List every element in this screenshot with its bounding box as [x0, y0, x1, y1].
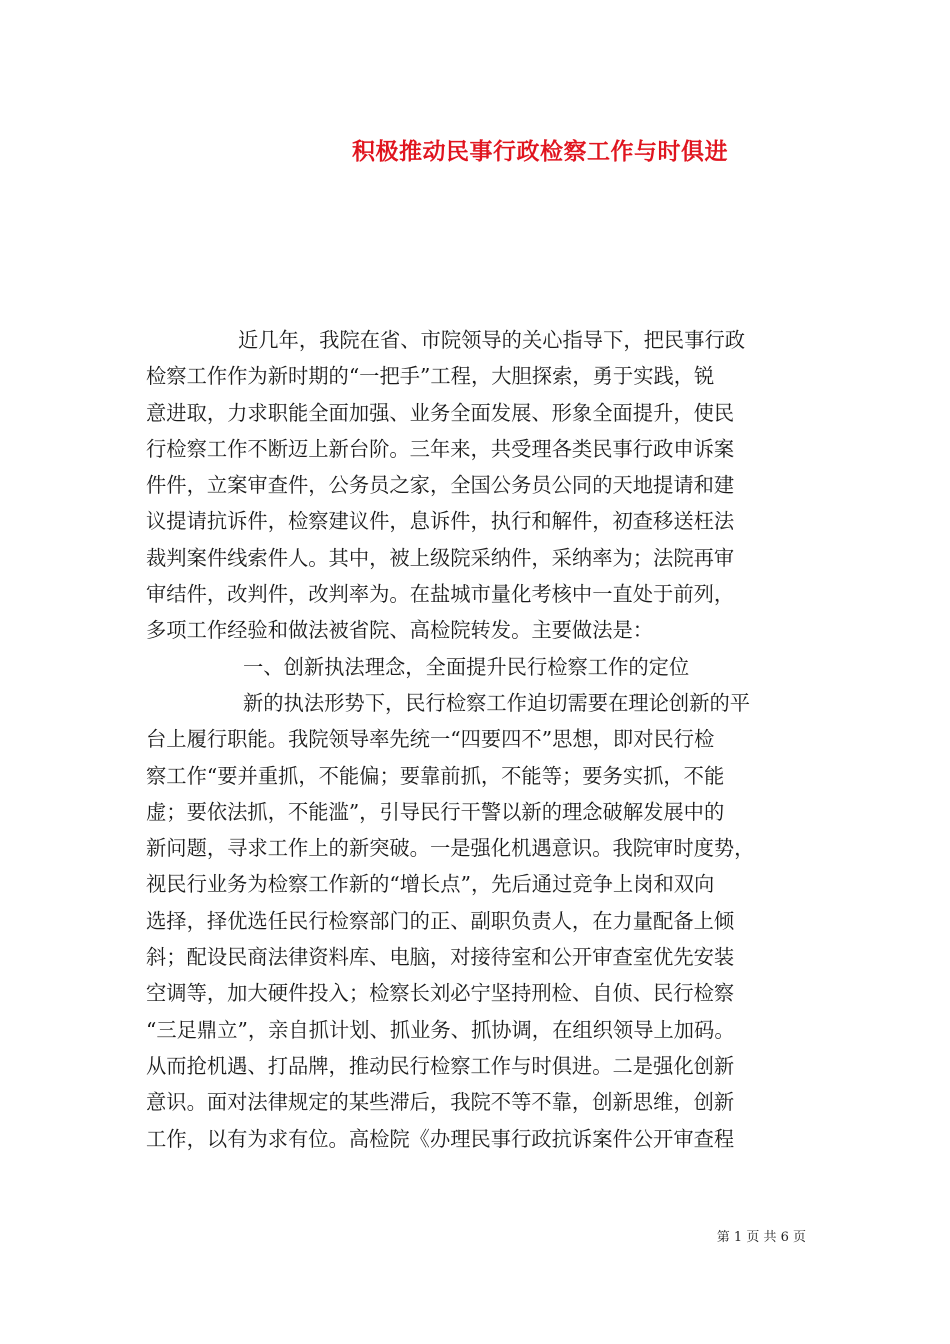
paragraph-line: 工作，以有为求有位。高检院《办理民事行政抗诉案件公开审查程: [146, 1126, 735, 1151]
paragraph-line: 台上履行职能。我院领导率先统一“四要四不”思想，即对民行检: [146, 727, 715, 752]
paragraph-line: 意进取，力求职能全面加强、业务全面发展、形象全面提升，使民: [146, 400, 735, 425]
paragraph-line: 从而抢机遇、打品牌，推动民行检察工作与时俱进。二是强化创新: [146, 1053, 735, 1078]
paragraph-line: 斜；配设民商法律资料库、电脑，对接待室和公开审查室优先安装: [146, 945, 735, 970]
paragraph-line: 察工作“要并重抓，不能偏；要靠前抓，不能等；要务实抓，不能: [146, 763, 725, 788]
page-number: 第 1 页 共 6 页: [716, 1230, 806, 1245]
paragraph-line: 件件，立案审查件，公务员之家，全国公务员公同的天地提请和建: [146, 473, 735, 498]
paragraph-line: 近几年，我院在省、市院领导的关心指导下，把民事行政: [238, 328, 746, 352]
paragraph-line: 检察工作作为新时期的“一把手”工程，大胆探索，勇于实践，锐: [146, 364, 715, 389]
section-heading: 一、创新执法理念，全面提升民行检察工作的定位: [243, 654, 690, 679]
paragraph-line: 意识。面对法律规定的某些滞后，我院不等不靠，创新思维，创新: [146, 1090, 735, 1115]
paragraph-line: “三足鼎立”，亲自抓计划、抓业务、抓协调，在组织领导上加码。: [146, 1017, 735, 1042]
paragraph-line: 行检察工作不断迈上新台阶。三年来，共受理各类民事行政申诉案: [146, 436, 735, 461]
paragraph-line: 新问题，寻求工作上的新突破。一是强化机遇意识。我院审时度势，: [146, 836, 755, 861]
document-body: [146, 322, 810, 1157]
paragraph-line: 裁判案件线索件人。其中，被上级院采纳件，采纳率为；法院再审: [146, 545, 735, 570]
paragraph-line: 新的执法形势下，民行检察工作迫切需要在理论创新的平: [243, 690, 751, 715]
paragraph-line: 多项工作经验和做法被省院、高检院转发。主要做法是：: [146, 618, 654, 643]
paragraph-line: 审结件，改判件，改判率为。在盐城市量化考核中一直处于前列，: [146, 582, 735, 607]
paragraph-line: 选择，择优选任民行检察部门的正、副职负责人，在力量配备上倾: [146, 908, 735, 933]
paragraph-line: 虚；要依法抓，不能滥”，引导民行干警以新的理念破解发展中的: [146, 799, 725, 824]
paragraph-line: 空调等，加大硬件投入；检察长刘必宁坚持刑检、自侦、民行检察: [146, 981, 735, 1006]
paragraph-line: 视民行业务为检察工作新的“增长点”，先后通过竞争上岗和双向: [146, 872, 715, 897]
document-title: 积极推动民事行政检察工作与时俱进: [352, 138, 728, 165]
paragraph-line: 议提请抗诉件，检察建议件，息诉件，执行和解件，初查移送枉法: [146, 509, 735, 534]
